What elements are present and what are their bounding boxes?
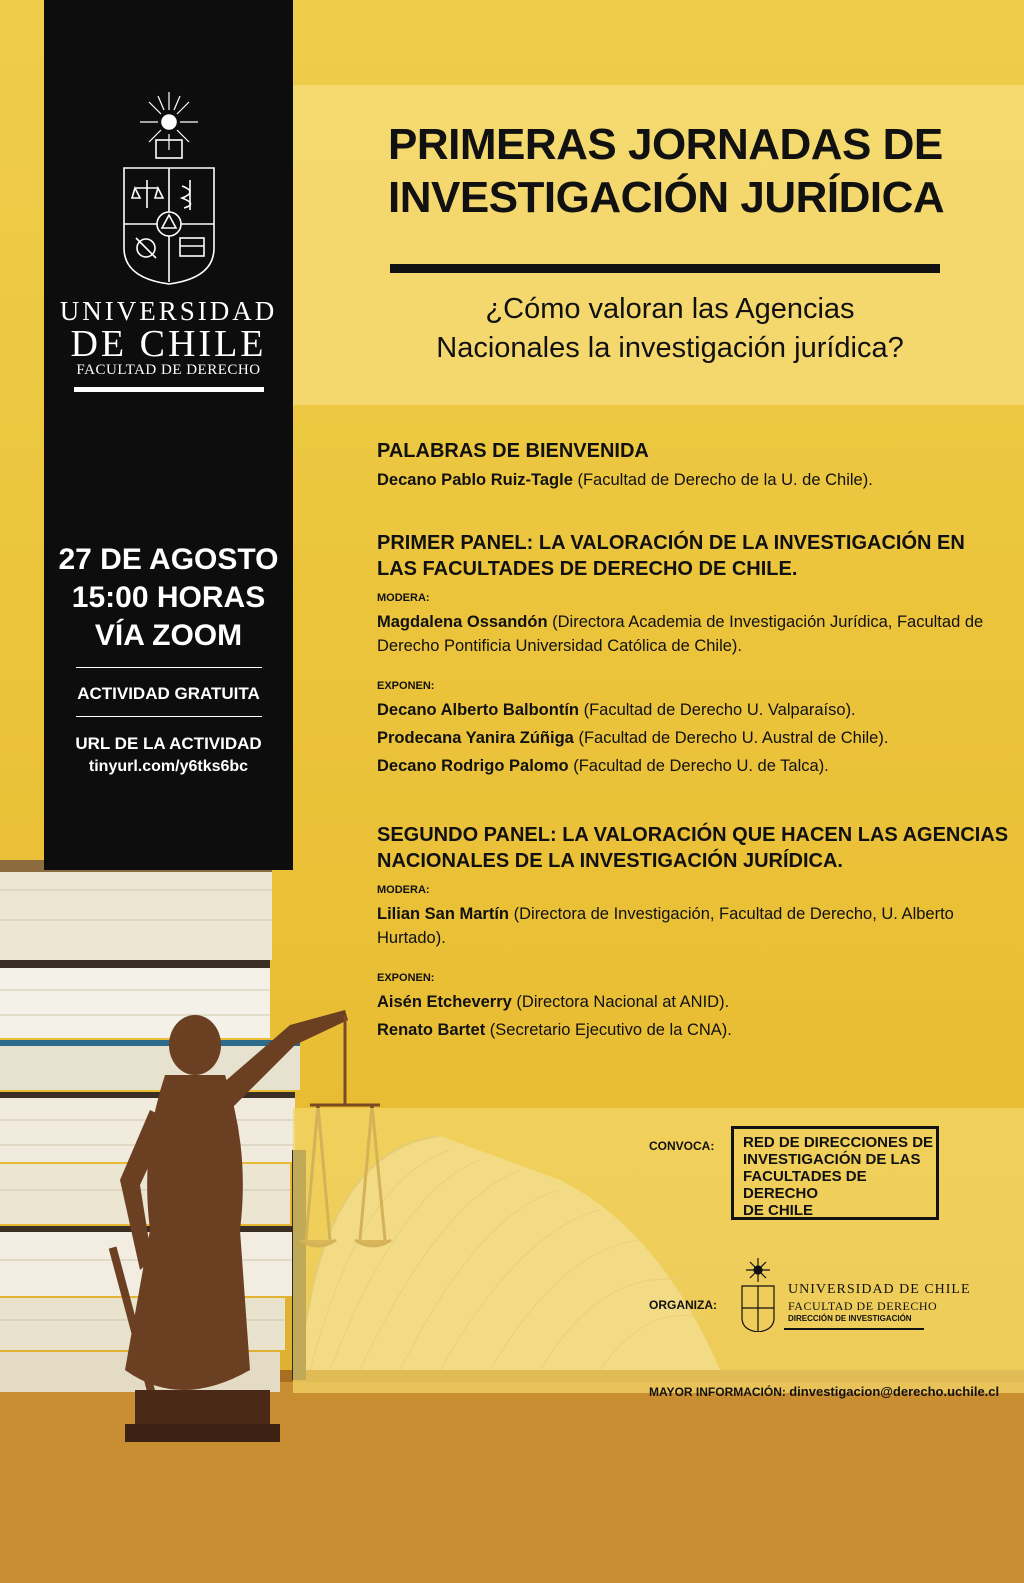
panel2-moderator-detail: (Directora de Investigación, Facultad de Derecho, U. Alberto [509, 905, 954, 923]
panel2-speakers-label: EXPONEN: [377, 972, 435, 984]
more-info [649, 1384, 999, 1399]
panel2-moderator-name: Lilian San Martín [377, 905, 510, 923]
speaker-detail: (Facultad de Derecho U. Austral de Chile). [573, 729, 889, 747]
speaker-detail: (Directora Nacional at ANID). [511, 993, 730, 1011]
speaker-name: Decano Rodrigo Palomo [377, 757, 569, 775]
speaker-item [377, 726, 983, 750]
event-title-line2: INVESTIGACIÓN JURÍDICA [388, 173, 945, 222]
speaker-item [377, 990, 1008, 1014]
university-seal-icon [120, 88, 218, 286]
convoca-line: RED DE DIRECCIONES DE [743, 1134, 934, 1151]
university-name-line1: UNIVERSIDAD [59, 296, 278, 326]
event-platform: VÍA ZOOM [94, 619, 243, 652]
event-title [388, 118, 1008, 224]
panel1-moderator-name: Magdalena Ossandón [377, 613, 548, 631]
convoca-box [731, 1126, 939, 1220]
welcome-speaker-detail: (Facultad de Derecho de la U. de Chile). [572, 471, 873, 489]
university-divider [74, 387, 264, 392]
panel1-section [377, 530, 983, 778]
panel1-moderator-label: MODERA: [377, 592, 430, 604]
event-date: 27 DE AGOSTO [58, 543, 279, 576]
welcome-section [377, 438, 873, 492]
convoca-line: DE CHILE [743, 1202, 814, 1219]
speaker-detail: (Secretario Ejecutivo de la CNA). [485, 1021, 732, 1039]
convoca-label: CONVOCA: [649, 1139, 715, 1153]
panel1-moderator-detail-cont: Derecho Pontificia Universidad Católica de Chile). [377, 637, 743, 655]
speaker-name: Decano Alberto Balbontín [377, 701, 579, 719]
speaker-name: Renato Bartet [377, 1021, 486, 1039]
sidebar-divider [76, 667, 262, 668]
panel2-moderator-detail-cont: Hurtado). [377, 929, 446, 947]
panel2-section [377, 822, 1008, 1042]
speaker-item [377, 698, 983, 722]
welcome-heading: PALABRAS DE BIENVENIDA [377, 440, 649, 462]
contact-email-link[interactable]: dinvestigacion@derecho.uchile.cl [789, 1384, 1000, 1399]
sidebar-divider [76, 716, 262, 717]
panel1-moderator-detail: (Directora Academia de Investigación Jurídica, Facultad de [547, 613, 984, 631]
speaker-name: Prodecana Yanira Zúñiga [377, 729, 574, 747]
panel1-heading-line2: LAS FACULTADES DE DERECHO DE CHILE. [377, 558, 798, 580]
event-datetime [44, 541, 293, 655]
panel2-moderator-label: MODERA: [377, 884, 430, 896]
panel2-heading-line2: NACIONALES DE LA INVESTIGACIÓN JURÍDICA. [377, 850, 843, 872]
title-underline [390, 264, 940, 273]
faculty-name: FACULTAD DE DERECHO [76, 362, 261, 378]
event-subtitle-line1: ¿Cómo valoran las Agencias [485, 293, 855, 325]
organizer-line3: DIRECCIÓN DE INVESTIGACIÓN [788, 1314, 912, 1323]
event-subtitle-line2: Nacionales la investigación jurídica? [436, 332, 904, 364]
speaker-detail: (Facultad de Derecho U. Valparaíso). [578, 701, 856, 719]
organizer-line1: UNIVERSIDAD DE CHILE [788, 1282, 971, 1297]
event-title-line1: PRIMERAS JORNADAS DE [388, 120, 943, 169]
university-name-line2: DE CHILE [70, 323, 267, 365]
convoca-line: INVESTIGACIÓN DE LAS [743, 1151, 921, 1168]
sidebar-panel [44, 0, 293, 870]
panel1-heading-line1: PRIMER PANEL: LA VALORACIÓN DE LA INVESTIGACIÓN EN [377, 532, 965, 554]
convoca-line: FACULTADES DE DERECHO [743, 1168, 867, 1202]
event-subtitle [370, 290, 970, 368]
event-time: 15:00 HORAS [71, 581, 266, 614]
speaker-item [377, 1018, 1008, 1042]
url-label: URL DE LA ACTIVIDAD [75, 734, 262, 753]
speaker-name: Aisén Etcheverry [377, 993, 512, 1011]
organiza-label: ORGANIZA: [649, 1298, 717, 1312]
speaker-item [377, 754, 983, 778]
activity-url-link[interactable]: tinyurl.com/y6tks6bc [88, 758, 249, 775]
more-info-label: MAYOR INFORMACIÓN: [649, 1385, 786, 1399]
free-activity-label: ACTIVIDAD GRATUITA [77, 684, 260, 703]
panel1-speakers-label: EXPONEN: [377, 680, 435, 692]
welcome-speaker-name: Decano Pablo Ruiz-Tagle [377, 471, 573, 489]
panel2-heading-line1: SEGUNDO PANEL: LA VALORACIÓN QUE HACEN LAS AGENCIAS [377, 824, 1009, 846]
organizer-line2: FACULTAD DE DERECHO [788, 1299, 938, 1313]
speaker-detail: (Facultad de Derecho U. de Talca). [568, 757, 829, 775]
